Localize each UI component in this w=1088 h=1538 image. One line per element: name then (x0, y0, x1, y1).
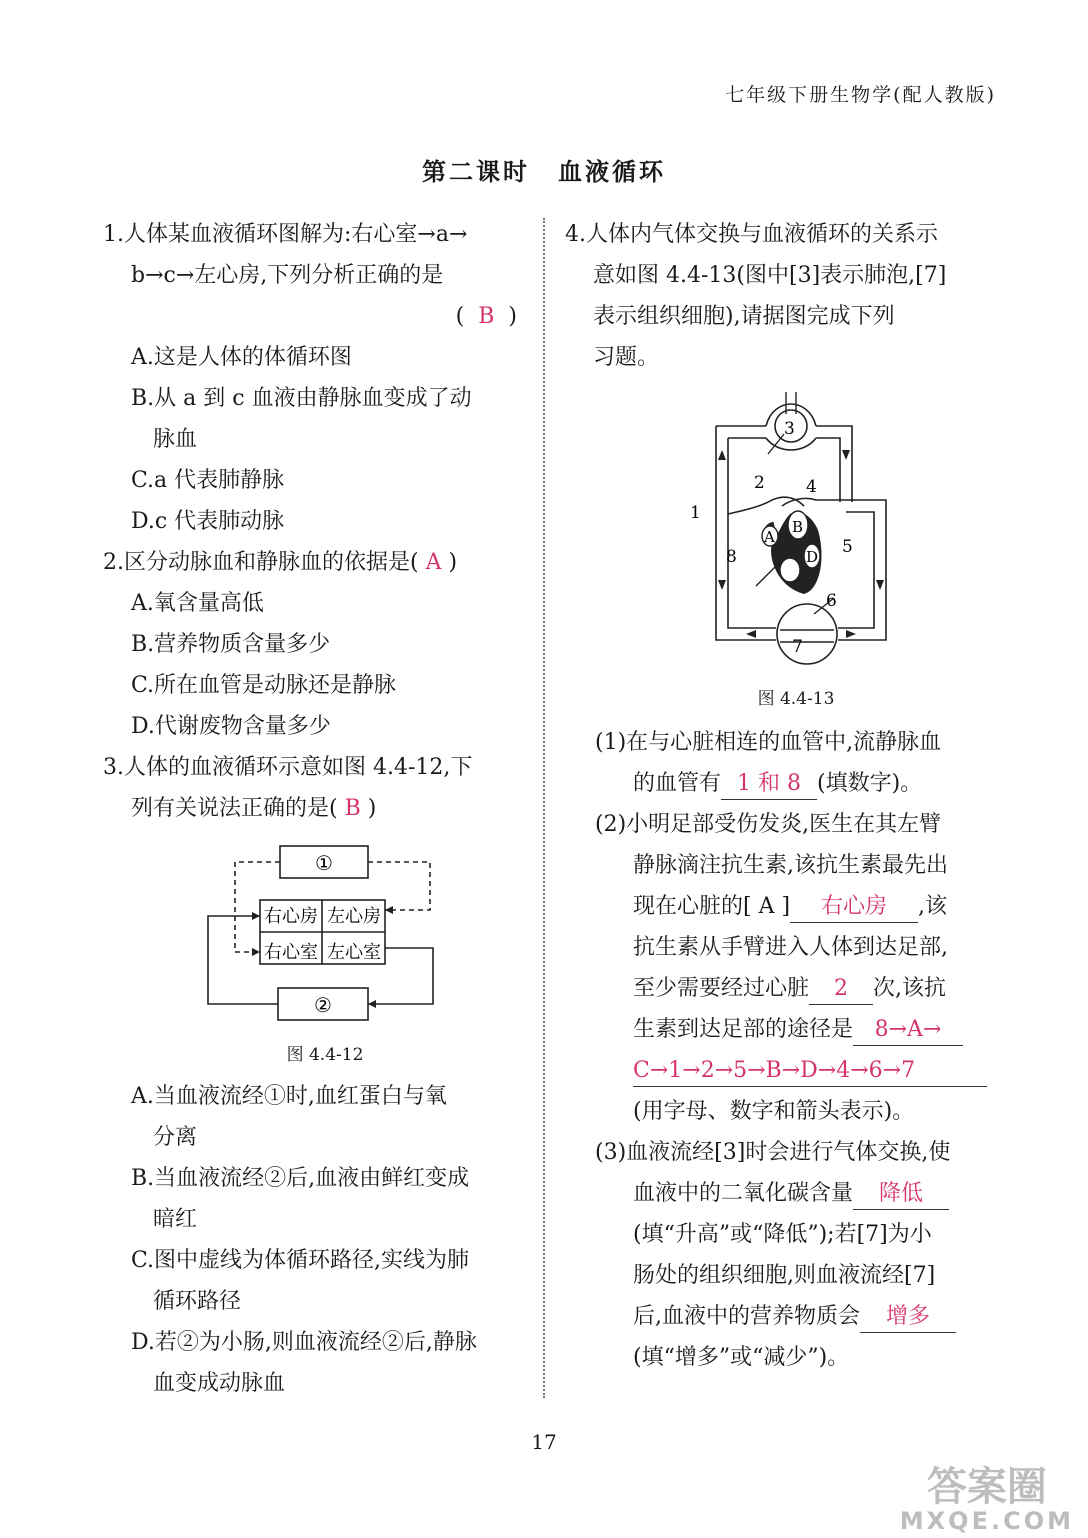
fig12-left-atrium: 左心房 (327, 906, 381, 927)
fig13-label-3: 3 (784, 419, 795, 439)
q4-sub3-line1: (3)血液流经[3]时会进行气体交换,使 (595, 1140, 951, 1165)
fig12-caption: 图 4.4-12 (286, 1045, 364, 1065)
fig13-label-A: A (764, 528, 775, 546)
q4-stem-line1: 4.人体内气体交换与血液循环的关系示 (565, 222, 938, 247)
q4-stem-line3: 表示组织细胞),请据图完成下列 (593, 304, 895, 329)
q3-option-d-cont: 血变成动脉血 (153, 1371, 286, 1396)
q1-option-b: B.从 a 到 c 血液由静脉血变成了动 (131, 386, 472, 411)
q1-option-a: A.这是人体的体循环图 (131, 345, 352, 370)
q1-option-c: C.a 代表肺静脉 (131, 468, 285, 493)
q4-sub2-line1: (2)小明足部受伤发炎,医生在其左臂 (595, 812, 942, 837)
q3-option-b: B.当血液流经②后,血液由鲜红变成 (131, 1166, 470, 1191)
fig13-caption: 图 4.4-13 (757, 689, 835, 709)
q3-stem-line1: 3.人体的血液循环示意如图 4.4-12,下 (103, 755, 473, 780)
fig13-label-4: 4 (806, 477, 817, 497)
fig12-right-atrium: 右心房 (264, 906, 318, 927)
fig12-box1: ① (315, 851, 333, 875)
q2-option-d: D.代谢废物含量多少 (131, 714, 331, 739)
q2-option-b: B.营养物质含量多少 (131, 632, 331, 657)
q3-option-b-cont: 暗红 (153, 1207, 198, 1232)
q4-sub3-line4: 肠处的组织细胞,则血液流经[7] (633, 1263, 936, 1288)
q2: 2.区分动脉血和静脉血的依据是( A ) A.氧含量高低 B.营养物质含量多少 C.所在血管是动脉还是静脉 D.代谢废物含量多少 (103, 542, 523, 747)
q1 (103, 214, 523, 542)
fig13-label-2: 2 (754, 473, 765, 493)
q3-option-d: D.若②为小肠,则血液流经②后,静脉 (131, 1330, 477, 1355)
q4-sub3-answer-nutrients: 增多 (860, 1302, 956, 1333)
q4-sub3-line3: (填“升高”或“降低”);若[7]为小 (633, 1222, 932, 1247)
q4-stem-line2: 意如图 4.4-13(图中[3]表示肺泡,[7] (593, 263, 947, 288)
fig12-box2: ② (314, 993, 332, 1017)
lesson-number: 第二课时 (422, 157, 530, 186)
q1-stem-line2: b→c→左心房,下列分析正确的是 (131, 263, 444, 288)
q4-sub2-answer-chamber: 右心房 (790, 892, 918, 923)
q1-option-d: D.c 代表肺动脉 (131, 509, 285, 534)
page-number: 17 (531, 1430, 557, 1454)
fig13-label-8: 8 (726, 547, 737, 567)
q4-sub2-answer-count: 2 (809, 974, 873, 1005)
q1-answer-bracket: ( B ) (455, 304, 517, 329)
lesson-title (0, 152, 1088, 187)
q4-sub2-answer-path-2: C→1→2→5→B→D→4→6→7 (633, 1056, 987, 1087)
q4-sub2-line8: (用字母、数字和箭头表示)。 (633, 1099, 915, 1124)
figure-4-4-12 (200, 838, 450, 1028)
q3-answer: B (344, 796, 361, 821)
fig12-right-ventricle: 右心室 (264, 942, 318, 963)
q1-answer: B (478, 304, 495, 329)
fig13-label-6: 6 (826, 591, 837, 611)
fig12-left-ventricle: 左心室 (327, 942, 381, 963)
q3-option-c: C.图中虚线为体循环路径,实线为肺 (131, 1248, 470, 1273)
q1-option-b-cont: 脉血 (153, 427, 198, 452)
figure-4-4-13 (686, 390, 906, 670)
q2-option-a: A.氧含量高低 (131, 591, 264, 616)
q4-sub1-line1: (1)在与心脏相连的血管中,流静脉血 (595, 730, 942, 755)
q4-sub2-line2: 静脉滴注抗生素,该抗生素最先出 (633, 853, 948, 878)
left-column (103, 214, 523, 829)
q2-option-c: C.所在血管是动脉还是静脉 (131, 673, 397, 698)
q2-answer: A (425, 550, 442, 575)
q3-options (103, 1076, 523, 1404)
q2-stem: 2.区分动脉血和静脉血的依据是( (103, 550, 419, 575)
q4-sub3-answer-co2: 降低 (853, 1179, 949, 1210)
q1-stem-line1: 1.人体某血液循环图解为:右心室→a→ (103, 222, 468, 247)
q3: 3.人体的血液循环示意如图 4.4-12,下 列有关说法正确的是( B ) (103, 747, 523, 829)
q4-sub2-line4: 抗生素从手臂进入人体到达足部, (633, 935, 948, 960)
watermark: 答案圈 MXQE.COM (899, 1464, 1074, 1535)
q4-stem-line4: 习题。 (593, 345, 660, 370)
fig13-label-D: D (806, 548, 819, 566)
fig13-label-1: 1 (690, 503, 701, 523)
fig13-label-5: 5 (842, 537, 853, 557)
fig13-label-C: C (783, 562, 795, 580)
q3-option-c-cont: 循环路径 (153, 1289, 242, 1314)
q3-option-a-cont: 分离 (153, 1125, 198, 1150)
q3-stem-line2: 列有关说法正确的是( (131, 796, 338, 821)
book-header: 七年级下册生物学(配人教版) (725, 84, 996, 106)
fig13-label-7: 7 (792, 637, 803, 657)
q4-sub1-answer: 1 和 8 (721, 769, 817, 800)
q4-sub3-line6: (填“增多”或“减少”)。 (633, 1345, 850, 1370)
column-divider (543, 218, 545, 1398)
lesson-topic: 血液循环 (558, 157, 666, 186)
q4-sub2-answer-path-1: 8→A→ (853, 1015, 963, 1046)
q4-stem (565, 214, 995, 378)
fig13-label-B: B (792, 518, 804, 536)
q4-subquestions: (1)在与心脏相连的血管中,流静脉血 的血管有 1 和 8 (填数字)。 (2)小明足部受伤发炎,医生在其左臂 静脉滴注抗生素,该抗生素最先出 现在心脏的[ A ] 右心房 ,该 抗生素从手臂进入人体到达足部, 至少需要经过心脏 2 次,该抗 生素到达足部的途径是 8→A→ C→1→2→5→B→D→4→6→7 (用字母、数字和箭头表示)。 (3)血液流经[3]时会进行气体交换,使 血液中的二氧化碳含量 降低 (填“升高”或“降低”);若[7]为小 肠处的组织细胞,则血液流经[7] 后,血液中的营养物质会 增多 (填“增多”或“减少”)。 (595, 722, 995, 1378)
q3-option-a: A.当血液流经①时,血红蛋白与氧 (131, 1084, 447, 1109)
